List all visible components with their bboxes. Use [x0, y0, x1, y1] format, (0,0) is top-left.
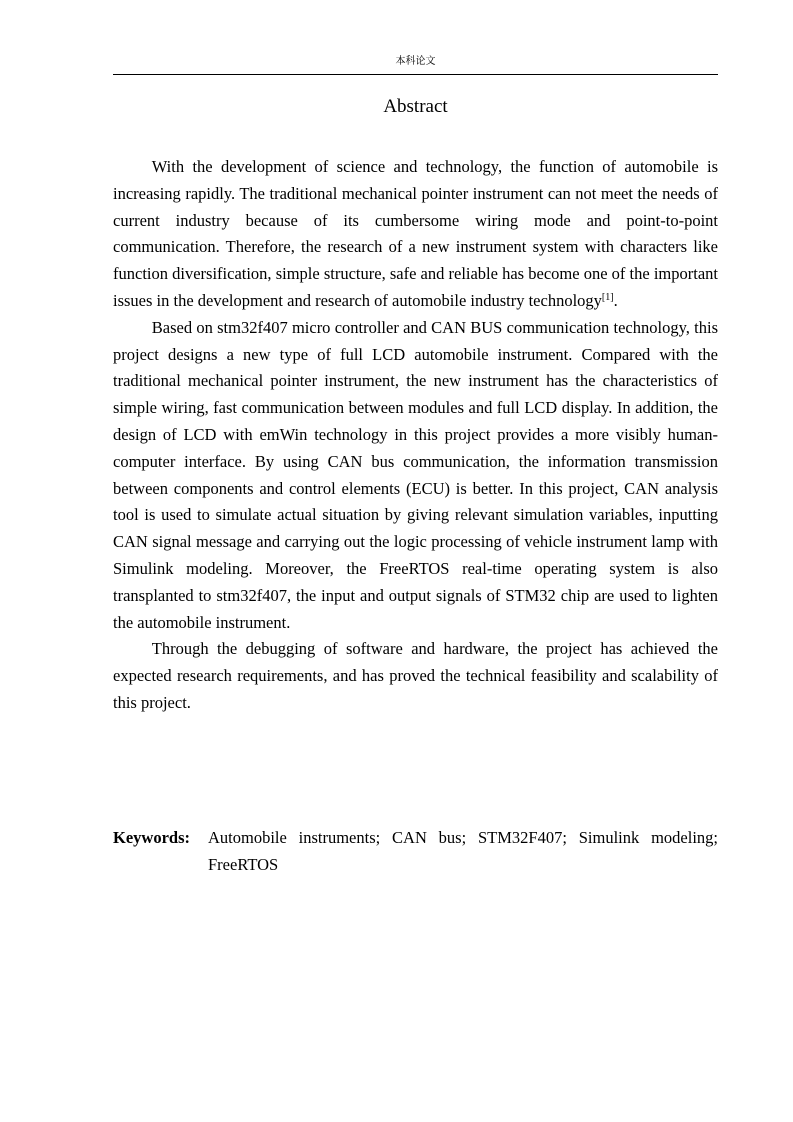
abstract-paragraph-1 — [113, 154, 718, 315]
paragraph-1-text: With the development of science and technology, the function of automobile is increasing rapidly. The traditional mechanical pointer instrument can not meet the needs of current industry because of its cumbersome wiring mode and point-to-point communication. Therefore, the research of a new instrument system with characters like function diversification, simple structure, safe and reliable has become one of the important issues in the development and research of automobile industry technology — [113, 157, 718, 310]
citation-reference: [1] — [601, 291, 614, 303]
page-header — [113, 55, 718, 75]
paragraph-1-end: . — [613, 290, 618, 310]
abstract-title: Abstract — [383, 96, 448, 117]
keywords-text: Automobile instruments; CAN bus; STM32F407; Simulink modeling; FreeRTOS — [208, 828, 718, 874]
abstract-paragraph-2: Based on stm32f407 micro controller and CAN BUS communication technology, this project designs a new type of full LCD automobile instrument. Compared with the traditional mechanical pointer instrument, the new instrument has the characteristics of simple wiring, fast communication between modules and full LCD display. In addition, the design of LCD with emWin technology in this project provides a more visibly human-computer interface. By using CAN bus communication, the information transmission between components and control elements (ECU) is better. In this project, CAN analysis tool is used to simulate actual situation by giving relevant simulation variables, inputting CAN signal message and carrying out the logic processing of vehicle instrument lamp with Simulink modeling. Moreover, the FreeRTOS real-time operating system is also transplanted to stm32f407, the input and output signals of STM32 chip are used to lighten the automobile instrument. — [113, 317, 718, 632]
keywords-label: Keywords: — [113, 828, 190, 847]
abstract-paragraph-3: Through the debugging of software and hardware, the project has achieved the expected research requirements, and has proved the technical feasibility and scalability of this project. — [113, 639, 718, 712]
abstract-body — [113, 154, 718, 717]
keywords-section — [113, 825, 718, 879]
header-text: 本科论文 — [395, 56, 436, 67]
